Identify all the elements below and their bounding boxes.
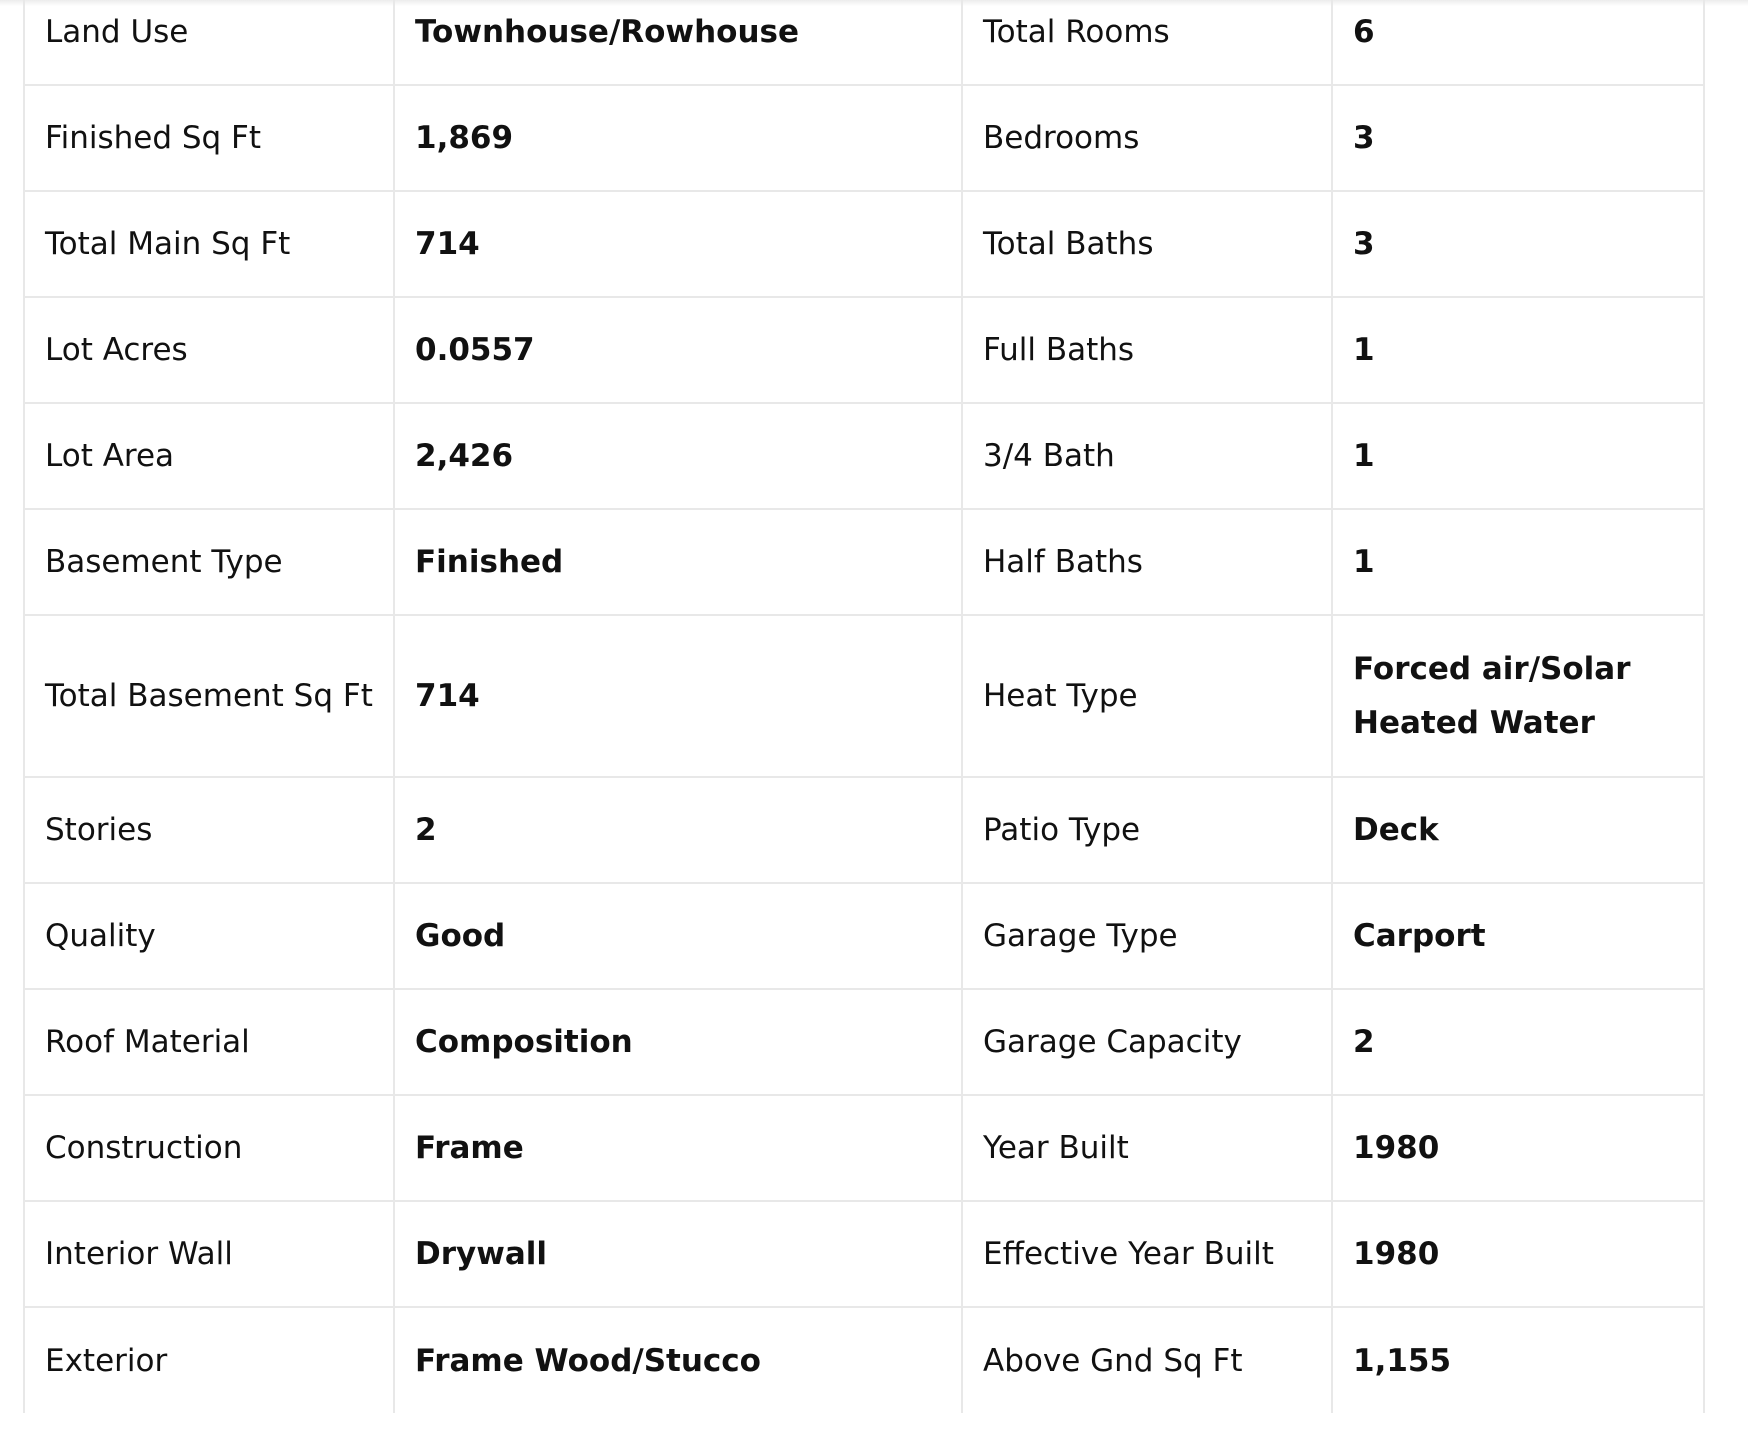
table-row — [24, 403, 1704, 509]
table-row — [24, 297, 1704, 403]
table-row — [24, 883, 1704, 989]
roof-material-label: Roof Material — [24, 989, 394, 1095]
half-baths-label: Half Baths — [962, 509, 1332, 615]
finished-sqft-value: 1,869 — [394, 85, 962, 191]
table-row — [24, 1095, 1704, 1201]
total-main-sqft-label: Total Main Sq Ft — [24, 191, 394, 297]
heat-type-label: Heat Type — [962, 615, 1332, 777]
basement-type-value: Finished — [394, 509, 962, 615]
effective-year-built-value: 1980 — [1332, 1201, 1704, 1307]
interior-wall-label: Interior Wall — [24, 1201, 394, 1307]
construction-value: Frame — [394, 1095, 962, 1201]
patio-type-label: Patio Type — [962, 777, 1332, 883]
lot-area-value: 2,426 — [394, 403, 962, 509]
construction-label: Construction — [24, 1095, 394, 1201]
above-ground-sqft-label: Above Gnd Sq Ft — [962, 1307, 1332, 1413]
table-row — [24, 85, 1704, 191]
land-use-value: Townhouse/Rowhouse — [394, 0, 962, 85]
stories-value: 2 — [394, 777, 962, 883]
lot-acres-label: Lot Acres — [24, 297, 394, 403]
table-row — [24, 1201, 1704, 1307]
total-basement-sqft-value: 714 — [394, 615, 962, 777]
three-quarter-bath-value: 1 — [1332, 403, 1704, 509]
total-baths-label: Total Baths — [962, 191, 1332, 297]
property-details-table — [23, 0, 1705, 1413]
table-row — [24, 1307, 1704, 1413]
year-built-label: Year Built — [962, 1095, 1332, 1201]
bedrooms-value: 3 — [1332, 85, 1704, 191]
basement-type-label: Basement Type — [24, 509, 394, 615]
table-row — [24, 191, 1704, 297]
total-rooms-value: 6 — [1332, 0, 1704, 85]
total-main-sqft-value: 714 — [394, 191, 962, 297]
garage-capacity-value: 2 — [1332, 989, 1704, 1095]
heat-type-value: Forced air/Solar Heated Water — [1332, 615, 1704, 777]
exterior-label: Exterior — [24, 1307, 394, 1413]
full-baths-value: 1 — [1332, 297, 1704, 403]
garage-type-value: Carport — [1332, 883, 1704, 989]
stories-label: Stories — [24, 777, 394, 883]
land-use-label: Land Use — [24, 0, 394, 85]
interior-wall-value: Drywall — [394, 1201, 962, 1307]
finished-sqft-label: Finished Sq Ft — [24, 85, 394, 191]
half-baths-value: 1 — [1332, 509, 1704, 615]
table-row — [24, 509, 1704, 615]
three-quarter-bath-label: 3/4 Bath — [962, 403, 1332, 509]
patio-type-value: Deck — [1332, 777, 1704, 883]
total-rooms-label: Total Rooms — [962, 0, 1332, 85]
lot-area-label: Lot Area — [24, 403, 394, 509]
total-basement-sqft-label: Total Basement Sq Ft — [24, 615, 394, 777]
exterior-value: Frame Wood/Stucco — [394, 1307, 962, 1413]
total-baths-value: 3 — [1332, 191, 1704, 297]
quality-value: Good — [394, 883, 962, 989]
effective-year-built-label: Effective Year Built — [962, 1201, 1332, 1307]
table-row — [24, 989, 1704, 1095]
lot-acres-value: 0.0557 — [394, 297, 962, 403]
above-ground-sqft-value: 1,155 — [1332, 1307, 1704, 1413]
table-row — [24, 0, 1704, 85]
roof-material-value: Composition — [394, 989, 962, 1095]
garage-capacity-label: Garage Capacity — [962, 989, 1332, 1095]
full-baths-label: Full Baths — [962, 297, 1332, 403]
table-row — [24, 615, 1704, 777]
garage-type-label: Garage Type — [962, 883, 1332, 989]
table-row — [24, 777, 1704, 883]
bedrooms-label: Bedrooms — [962, 85, 1332, 191]
quality-label: Quality — [24, 883, 394, 989]
year-built-value: 1980 — [1332, 1095, 1704, 1201]
